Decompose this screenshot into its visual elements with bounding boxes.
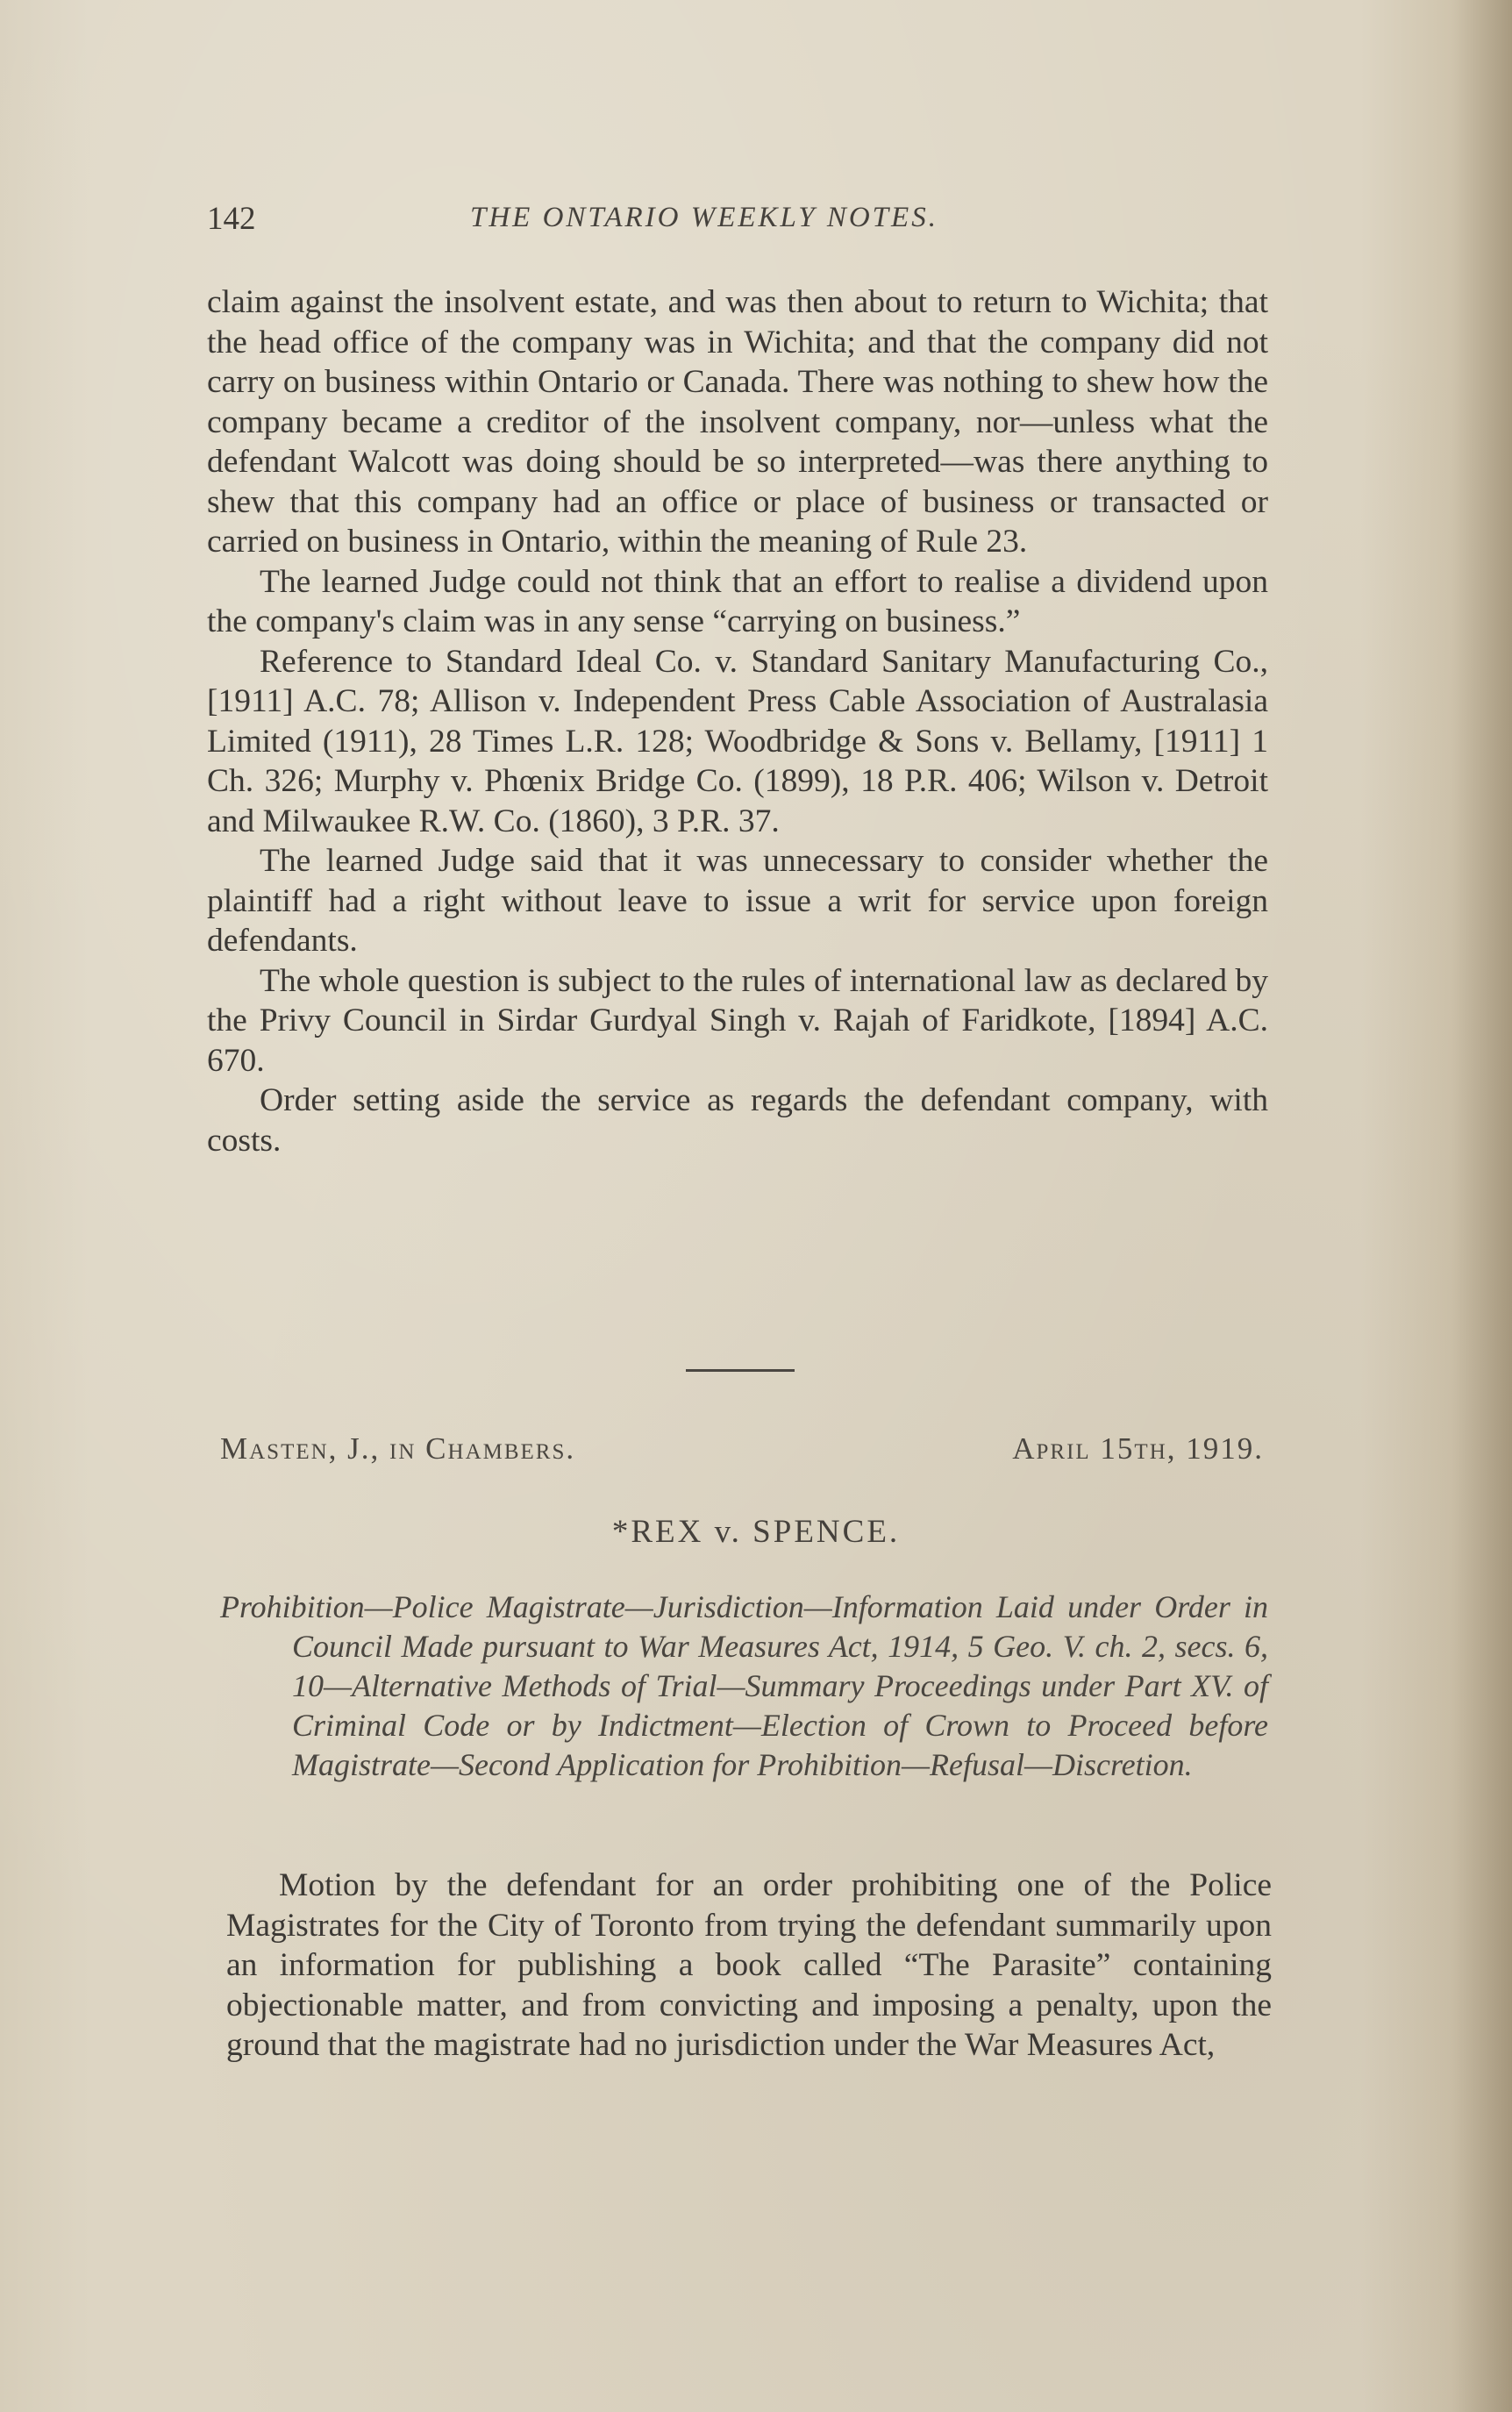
case-byline	[220, 1431, 1264, 1475]
motion-text	[226, 1866, 1272, 2066]
case-date: April 15th, 1919.	[1012, 1431, 1264, 1466]
case-title: *REX v. SPENCE.	[611, 1514, 901, 1550]
running-head: THE ONTARIO WEEKLY NOTES.	[470, 202, 938, 233]
paragraph: The learned Judge could not think that an effort to realise a dividend upon the company's claim was in any sense “carrying on business.”	[207, 563, 1268, 639]
paragraph: Reference to Standard Ideal Co. v. Standard Sanitary Manufacturing Co., [1911] A.C. 78; Allison v. Independent Press Cable Association of Australasia Limited (1911), 28 Times L.R. 128; Woodbridge & Sons v. Bellamy, [1911] 1 Ch. 326; Murphy v. Phœnix Bridge Co. (1899), 18 P.R. 406; Wilson v. Detroit and Milwaukee R.W. Co. (1860), 3 P.R. 37.	[207, 643, 1268, 839]
section-divider	[686, 1369, 795, 1372]
paragraph: Order setting aside the service as regards the defendant company, with costs.	[207, 1082, 1268, 1159]
paragraph: Motion by the defendant for an order prohibiting one of the Police Magistrates for the City of Toronto from trying the defendant summarily upon an information for publishing a book called “The Parasite” containing objectionable matter, and from convicting and imposing a penalty, upon the ground that the magistrate had no jurisdiction under the War Measures Act,	[226, 1867, 1272, 2063]
judge-name: Masten, J., in Chambers.	[220, 1431, 576, 1466]
paragraph: The learned Judge said that it was unnecessary to consider whether the plaintiff had a right without leave to issue a writ for service upon foreign defendants.	[207, 843, 1268, 959]
case-headnote: Prohibition—Police Magistrate—Jurisdiction—Information Laid under Order in Council Made pursuant to War Measures Act, 1914, 5 Geo. V. ch. 2, secs. 6, 10—Alternative Methods of Trial—Summary Proceedings under Part XV. of Criminal Code or by Indictment—Election of Crown to Proceed before Magistrate—Second Application for Prohibition—Refusal—Discretion.	[220, 1589, 1268, 1782]
page-number: 142	[207, 201, 256, 237]
paragraph: The whole question is subject to the rules of international law as declared by the Privy Council in Sirdar Gurdyal Singh v. Rajah of Faridkote, [1894] A.C. 670.	[207, 962, 1268, 1079]
continued-judgment-text	[207, 282, 1268, 1160]
page-header	[207, 200, 1264, 253]
paragraph: claim against the insolvent estate, and was then about to return to Wichita; that the head office of the company was in Wichita; and that the company did not carry on business within Ontario or Canada. There was nothing to shew how the company became a creditor of the insolvent company, nor—unless what the defendant Walcott was doing should be so interpreted—was there anything to shew that this company had an office or place of business or transacted or carried on business in Ontario, within the meaning of Rule 23.	[207, 284, 1268, 560]
